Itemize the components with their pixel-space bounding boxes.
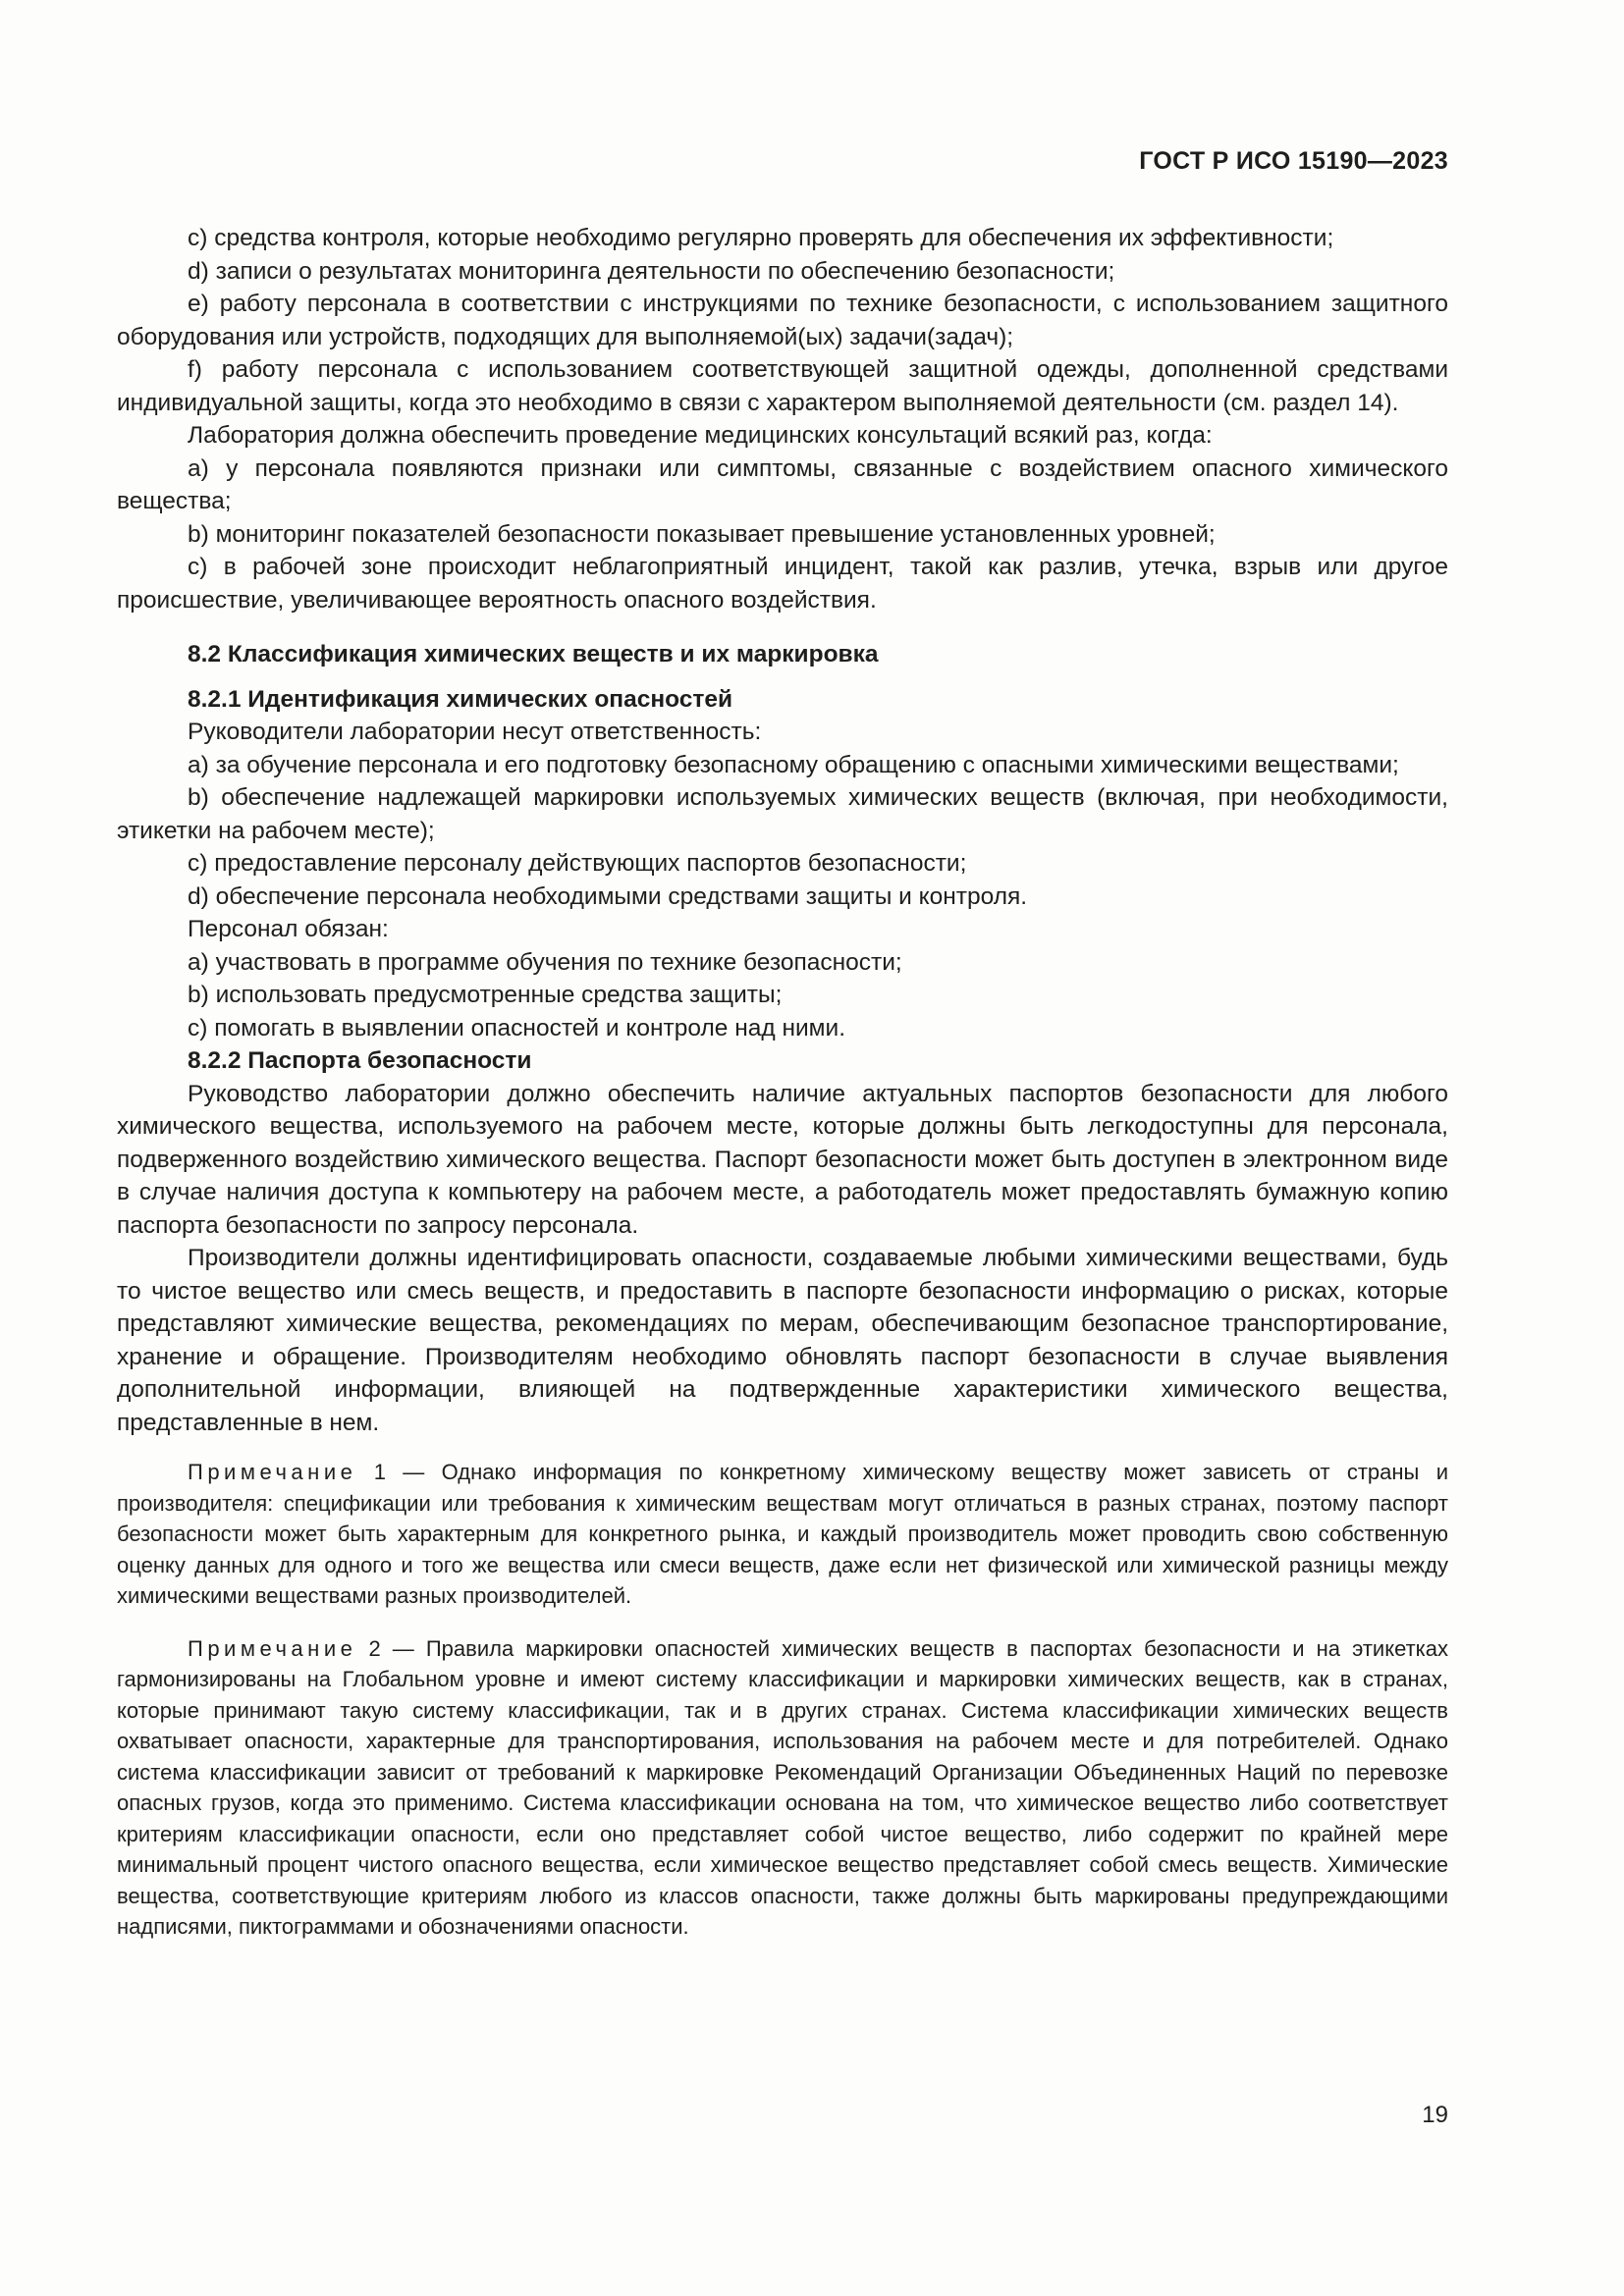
document-body (117, 222, 1448, 1964)
list-item-b: b) использовать предусмотренные средства защиты; (188, 982, 783, 1008)
list-item-d: d) записи о результатах мониторинга деятельности по обеспечению безопасности; (188, 257, 1115, 285)
notes-block (117, 1457, 1448, 1943)
note-number: 1 (373, 1460, 386, 1484)
paragraph-staff-obliged: Персонал обязан: (188, 916, 389, 942)
note-number: 2 (368, 1635, 381, 1661)
paragraph-manufacturers: Производители должны идентифицировать опасности, создаваемые любыми химическими веществами, будь то чистое вещество или смесь веществ, и предоставить в паспорте безопасности информацию о рисках, которые представляют химические вещества, рекомендациях по мерам, обеспечивающим безопасное транспортирование, хранение и обращение. Производителям необходимо обновлять паспорт безопасности в случае выявления дополнительной информации, влияющей на подтвержденные характеристики химического вещества, представленные в нем. (117, 1245, 1448, 1436)
section-heading-8-2: 8.2 Классификация химических веществ и их маркировка (188, 641, 879, 667)
list-item-a: a) участвовать в программе обучения по технике безопасности; (188, 948, 902, 976)
document-id: ГОСТ Р ИСО 15190—2023 (1139, 147, 1448, 175)
list-item-a: a) у персонала появляются признаки или симптомы, связанные с воздействием опасного химического вещества; (117, 454, 1448, 514)
note-label: Примечание (188, 1635, 357, 1661)
list-item-c: c) средства контроля, которые необходимо регулярно проверять для обеспечения их эффективности; (188, 225, 1334, 251)
note-text: — Однако информация по конкретному химическому веществу может зависеть от страны и производителя: спецификации или требования к химическим веществам могут отличаться в разных странах, поэтому паспорт безопасности может быть характерным для конкретного рынка, и каждый производитель может проводить свою собственную оценку данных для одного и того же вещества или смеси веществ, даже если нет физической или химической разницы между химическими веществами разных производителей. (117, 1460, 1448, 1608)
list-item-c: c) в рабочей зоне происходит неблагоприятный инцидент, такой как разлив, утечка, взрыв или другое происшествие, увеличивающее вероятность опасного воздействия. (117, 554, 1448, 614)
list-item-d: d) обеспечение персонала необходимыми средствами защиты и контроля. (188, 882, 1028, 910)
list-item-b: b) мониторинг показателей безопасности показывает превышение установленных уровней; (188, 520, 1216, 548)
note-1 (117, 1457, 1448, 1612)
paragraph-medical-consult: Лаборатория должна обеспечить проведение медицинских консультаций всякий раз, когда: (188, 422, 1213, 449)
list-item-b: b) обеспечение надлежащей маркировки используемых химических веществ (включая, при необходимости, этикетки на рабочем месте); (117, 784, 1448, 844)
paragraph-safety-data-sheets: Руководство лаборатории должно обеспечить наличие актуальных паспортов безопасности для любого химического вещества, используемого на рабочем месте, которые должны быть легкодоступны для персонала, подверженного воздействию химического вещества. Паспорт безопасности может быть доступен в электронном виде в случае наличия доступа к компьютеру на рабочем месте, а работодатель может предоставлять бумажную копию паспорта безопасности по запросу персонала. (117, 1080, 1448, 1239)
list-item-e: e) работу персонала в соответствии с инструкциями по технике безопасности, с использованием защитного оборудования или устройств, подходящих для выполняемой(ых) задачи(задач); (117, 291, 1448, 350)
list-item-f: f) работу персонала с использованием соответствующей защитной одежды, дополненной средствами индивидуальной защиты, когда это необходимо в связи с характером выполняемой деятельности (см. раздел 14). (117, 356, 1448, 416)
note-label: Примечание (188, 1460, 357, 1484)
list-item-a: a) за обучение персонала и его подготовку безопасному обращению с опасными химическими веществами; (188, 751, 1399, 778)
paragraph-responsibility: Руководители лаборатории несут ответственность: (188, 719, 762, 745)
note-2 (117, 1633, 1448, 1943)
list-item-c: c) предоставление персоналу действующих паспортов безопасности; (188, 850, 967, 877)
page-number: 19 (1422, 2102, 1448, 2128)
note-text: — Правила маркировки опасностей химических веществ в паспортах безопасности и на этикетках гармонизированы на Глобальном уровне и имеют систему классификации и маркировки химических веществ, как в странах, которые принимают такую систему классификации, так и в других странах. Система классификации химических веществ охватывает опасности, характерные для транспортирования, использования на рабочем месте и для потребителей. Однако система классификации зависит от требований к маркировке Рекомендаций Организации Объединенных Наций по перевозке опасных грузов, когда это применимо. Система классификации основана на том, что химическое вещество либо соответствует критериям классификации опасности, если оно представляет собой чистое вещество, либо содержит по крайней мере минимальный процент чистого опасного вещества, если химическое вещество представляет собой смесь веществ. Химические вещества, соответствующие критериям любого из классов опасности, также должны быть маркированы предупреждающими надписями, пиктограммами и обозначениями опасности. (117, 1635, 1448, 1939)
section-heading-8-2-1: 8.2.1 Идентификация химических опасностей (188, 685, 733, 713)
list-item-c: c) помогать в выявлении опасностей и контроле над ними. (188, 1014, 846, 1041)
section-heading-8-2-2: 8.2.2 Паспорта безопасности (188, 1047, 532, 1074)
